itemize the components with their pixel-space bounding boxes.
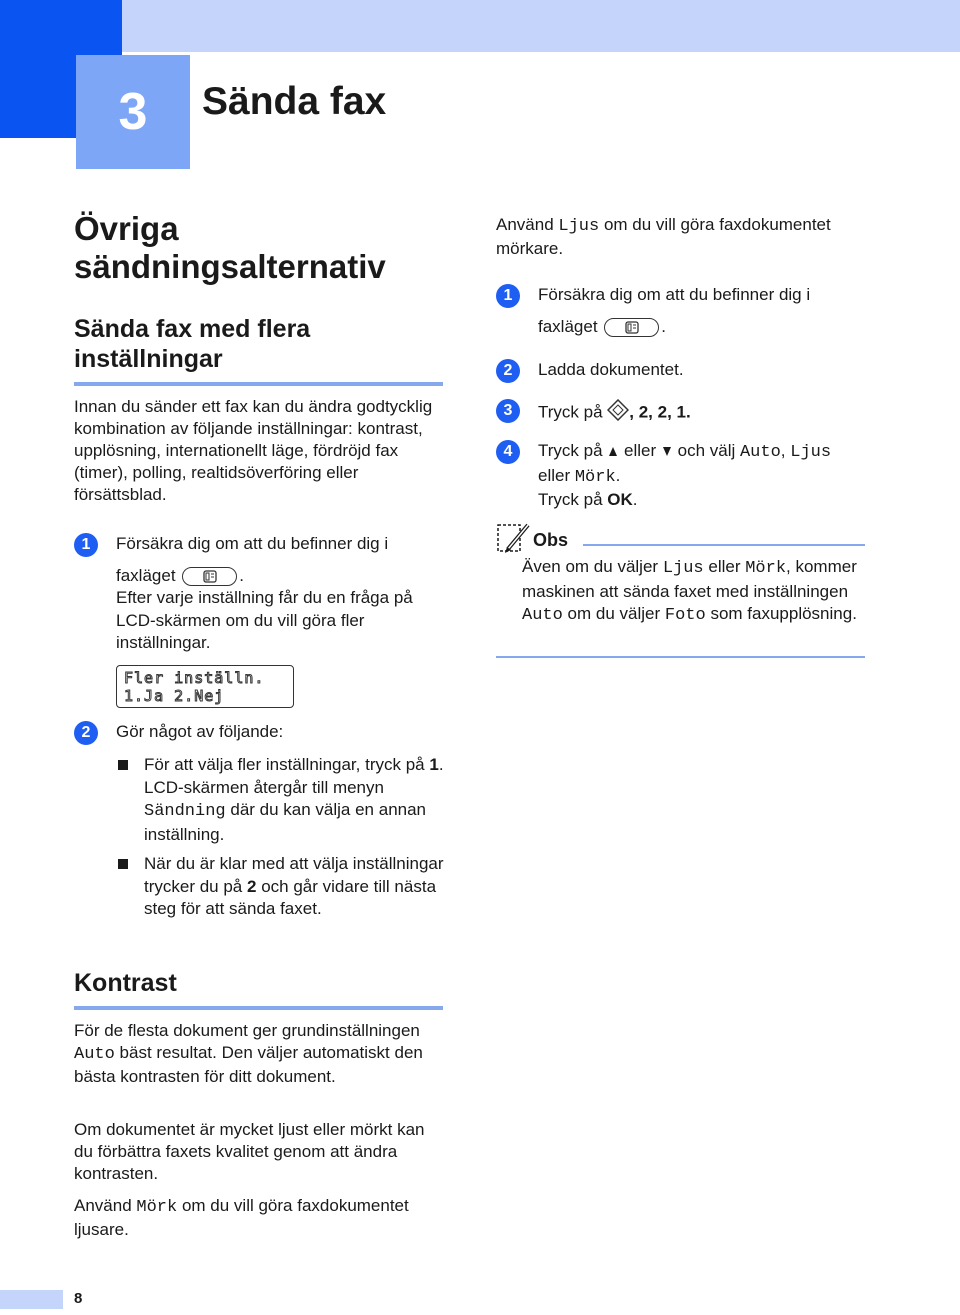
right-step-2: 2 Ladda dokumentet. [496,359,868,383]
menu-key-icon [607,399,629,428]
page-bar [0,1290,63,1309]
left-step-2 [74,721,446,745]
note-rule [496,656,865,658]
page-number: 8 [74,1290,83,1307]
step-number: 1 [496,284,520,308]
list-item: När du är klar med att välja inställningar trycker du på 2 och går vidare till nästa steg för att sända faxet. [118,853,448,943]
step-number: 2 [74,721,98,745]
step-text: Försäkra dig om att du befinner dig i [116,534,389,553]
chapter-number: 3 [76,55,190,169]
step-text: faxläget [116,565,176,585]
heading-rule [74,382,443,386]
chapter-title: Sända fax [202,80,387,123]
header-band-light [122,0,960,52]
note-title: Obs [533,530,569,550]
up-arrow-icon [609,447,617,456]
fax-icon [182,567,237,586]
section-heading: Övriga sändningsalternativ [74,210,386,285]
subsection-heading-contrast: Kontrast [74,969,177,997]
right-step-3: 3 Tryck på , 2, 2, 1. [496,399,868,425]
note-rule [583,544,865,546]
right-step-4: 4 Tryck på eller och välj Auto, Ljus eller Mörk. Tryck på OK. [496,440,868,508]
step-text: Efter varje inställning får du en fråga på LCD-skärmen om du vill göra fler inställningar. [116,588,413,652]
contrast-paragraph: Om dokumentet är mycket ljust eller mörkt kan du förbättra faxets kvalitet genom att ändra kontrasten. [74,1120,425,1183]
intro-paragraph: Innan du sänder ett fax kan du ändra godtycklig kombination av följande inställningar: kontrast, upplösning, internationellt läge, fördröjd fax (timer), polling, realtidsöverföring eller försättsblad. [74,397,433,504]
step-number: 2 [496,359,520,383]
right-step-1: 1 Försäkra dig om att du befinner dig i faxläget . [496,284,868,344]
down-arrow-icon [663,447,671,456]
left-step-1: 1 Försäkra dig om att du befinner dig i faxläget . Efter varje inställning får du en fråga på LCD-skärmen om du vill göra fler inställningar. [74,533,446,658]
lcd-display [116,665,294,708]
heading-rule [74,1006,443,1010]
step-number: 4 [496,440,520,464]
step-number: 3 [496,399,520,423]
list-item: För att välja fler inställningar, tryck på 1. LCD-skärmen återgår till menyn Sändning där du kan välja en annan inställning. [118,754,448,844]
step-text: Gör något av följande: [116,722,284,741]
contrast-paragraph: För de flesta dokument ger grundinställningen Auto bäst resultat. Den väljer automatiskt den bästa kontrasten för ditt dokument. [74,1021,423,1086]
note-text: Även om du väljer Ljus eller Mörk, kommer maskinen att sända faxet med inställningen Auto om du väljer Foto som faxupplösning. [522,557,857,625]
right-intro: Använd Ljus om du vill göra faxdokumentet mörkare. [496,215,831,258]
contrast-paragraph: Använd Mörk om du vill göra faxdokumentet ljusare. [74,1196,409,1239]
lcd-line: 1.Ja 2.Nej [124,687,225,705]
subsection-heading-multi: Sända fax med flera inställningar [74,315,311,373]
lcd-line: Fler inställn. [124,669,265,687]
fax-icon [604,318,659,337]
step-number: 1 [74,533,98,557]
note-pencil-icon [496,521,532,560]
